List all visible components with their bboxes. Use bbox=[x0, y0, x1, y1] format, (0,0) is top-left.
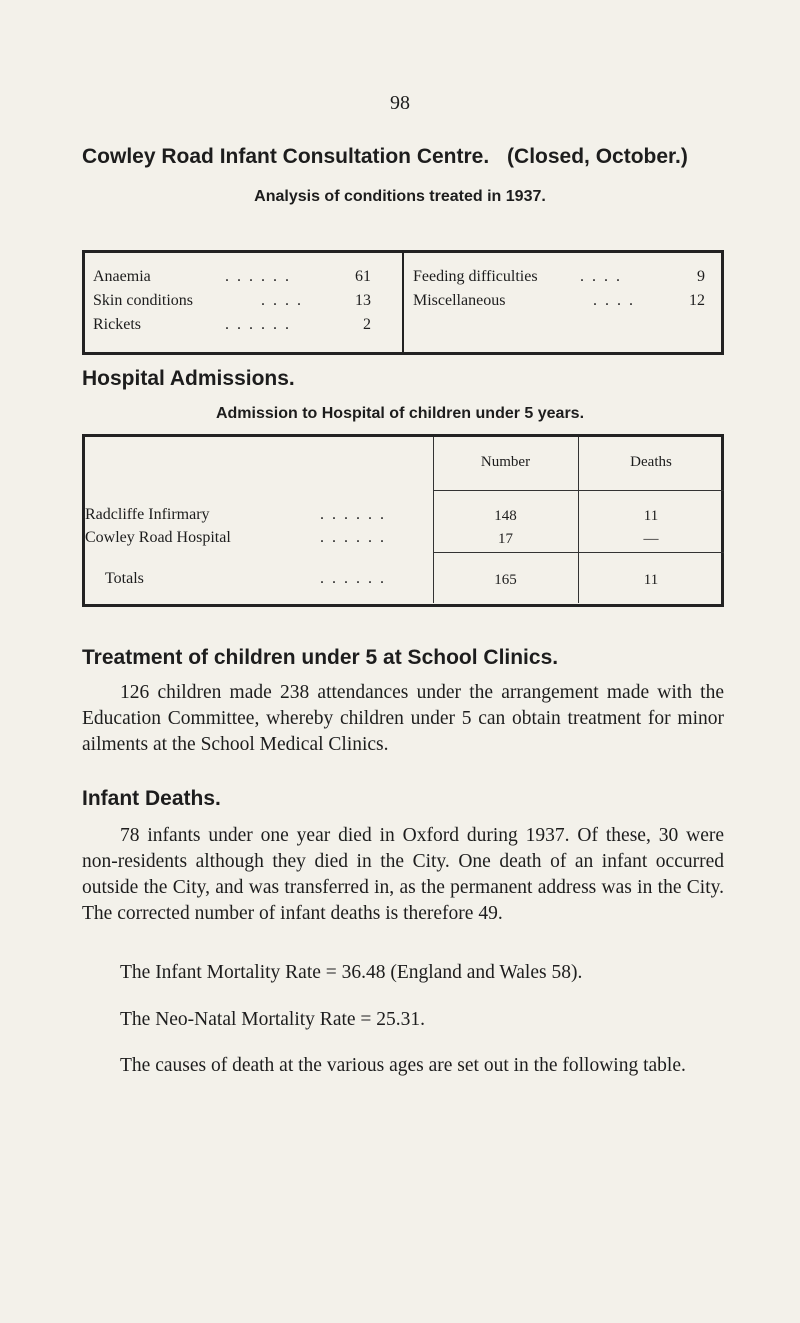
column-header-deaths: Deaths bbox=[630, 454, 672, 470]
hospital-row-label: Radcliffe Infirmary bbox=[85, 506, 210, 523]
condition-label: Anaemia bbox=[93, 268, 151, 285]
cowley-subtitle: Analysis of conditions treated in 1937. bbox=[254, 188, 546, 205]
treatment-title: Treatment of children under 5 at School Clinics. bbox=[82, 646, 559, 669]
hospital-row-deaths: — bbox=[643, 531, 659, 547]
condition-value: 12 bbox=[689, 292, 705, 309]
condition-value: 2 bbox=[363, 316, 371, 333]
infant-deaths-paragraph: 78 infants under one year died in Oxford during 1937. Of these, 30 were non-residents although they died in the City. One death of an infant occurred outside the City, and was transferred in, as the permanent address was in the City. The corrected number of infant deaths is therefore 49. bbox=[82, 825, 724, 924]
leader-dots: . . . . bbox=[580, 268, 622, 285]
totals-label: Totals bbox=[105, 570, 144, 587]
conditions-table bbox=[82, 250, 724, 355]
leader-dots: . . . . . . bbox=[320, 570, 386, 587]
causes-paragraph: The causes of death at the various ages are set out in the following table. bbox=[120, 1055, 686, 1076]
condition-label: Miscellaneous bbox=[413, 292, 506, 309]
column-header-number: Number bbox=[480, 454, 531, 470]
hospital-row-deaths: 11 bbox=[643, 508, 659, 524]
cowley-title bbox=[82, 145, 688, 169]
leader-dots: . . . . . . bbox=[225, 316, 291, 333]
totals-number: 165 bbox=[494, 572, 517, 588]
leader-dots: . . . . . . bbox=[320, 529, 386, 546]
cowley-title-text: Cowley Road Infant Consultation Centre. bbox=[82, 145, 490, 168]
hospital-row-label: Cowley Road Hospital bbox=[85, 529, 231, 546]
leader-dots: . . . . . . bbox=[320, 506, 386, 523]
treatment-paragraph: 126 children made 238 attendances under the arrangement made with the Education Committee, whereby children under 5 can obtain treatment for minor ailments at the School Medical Clinics. bbox=[82, 682, 724, 755]
neonatal-mortality-rate: The Neo-Natal Mortality Rate = 25.31. bbox=[120, 1009, 426, 1030]
condition-value: 9 bbox=[697, 268, 705, 285]
condition-label: Rickets bbox=[93, 316, 141, 333]
leader-dots: . . . . . . bbox=[225, 268, 291, 285]
page-number: 98 bbox=[390, 92, 410, 114]
hospital-subtitle: Admission to Hospital of children under 5 years. bbox=[215, 405, 585, 422]
leader-dots: . . . . bbox=[593, 292, 635, 309]
totals-deaths: 11 bbox=[643, 572, 659, 588]
leader-dots: . . . . bbox=[261, 292, 303, 309]
condition-label: Feeding difficulties bbox=[413, 268, 538, 285]
hospital-row-number: 17 bbox=[498, 531, 513, 547]
condition-value: 61 bbox=[355, 268, 371, 285]
hospital-table bbox=[82, 434, 724, 607]
hospital-row-number: 148 bbox=[494, 508, 517, 524]
condition-value: 13 bbox=[355, 292, 371, 309]
hospital-title: Hospital Admissions. bbox=[82, 367, 295, 390]
condition-label: Skin conditions bbox=[93, 292, 194, 309]
cowley-closed-note: (Closed, October.) bbox=[507, 145, 688, 168]
infant-deaths-title: Infant Deaths. bbox=[82, 787, 221, 810]
infant-mortality-rate: The Infant Mortality Rate = 36.48 (England and Wales 58). bbox=[120, 962, 583, 983]
